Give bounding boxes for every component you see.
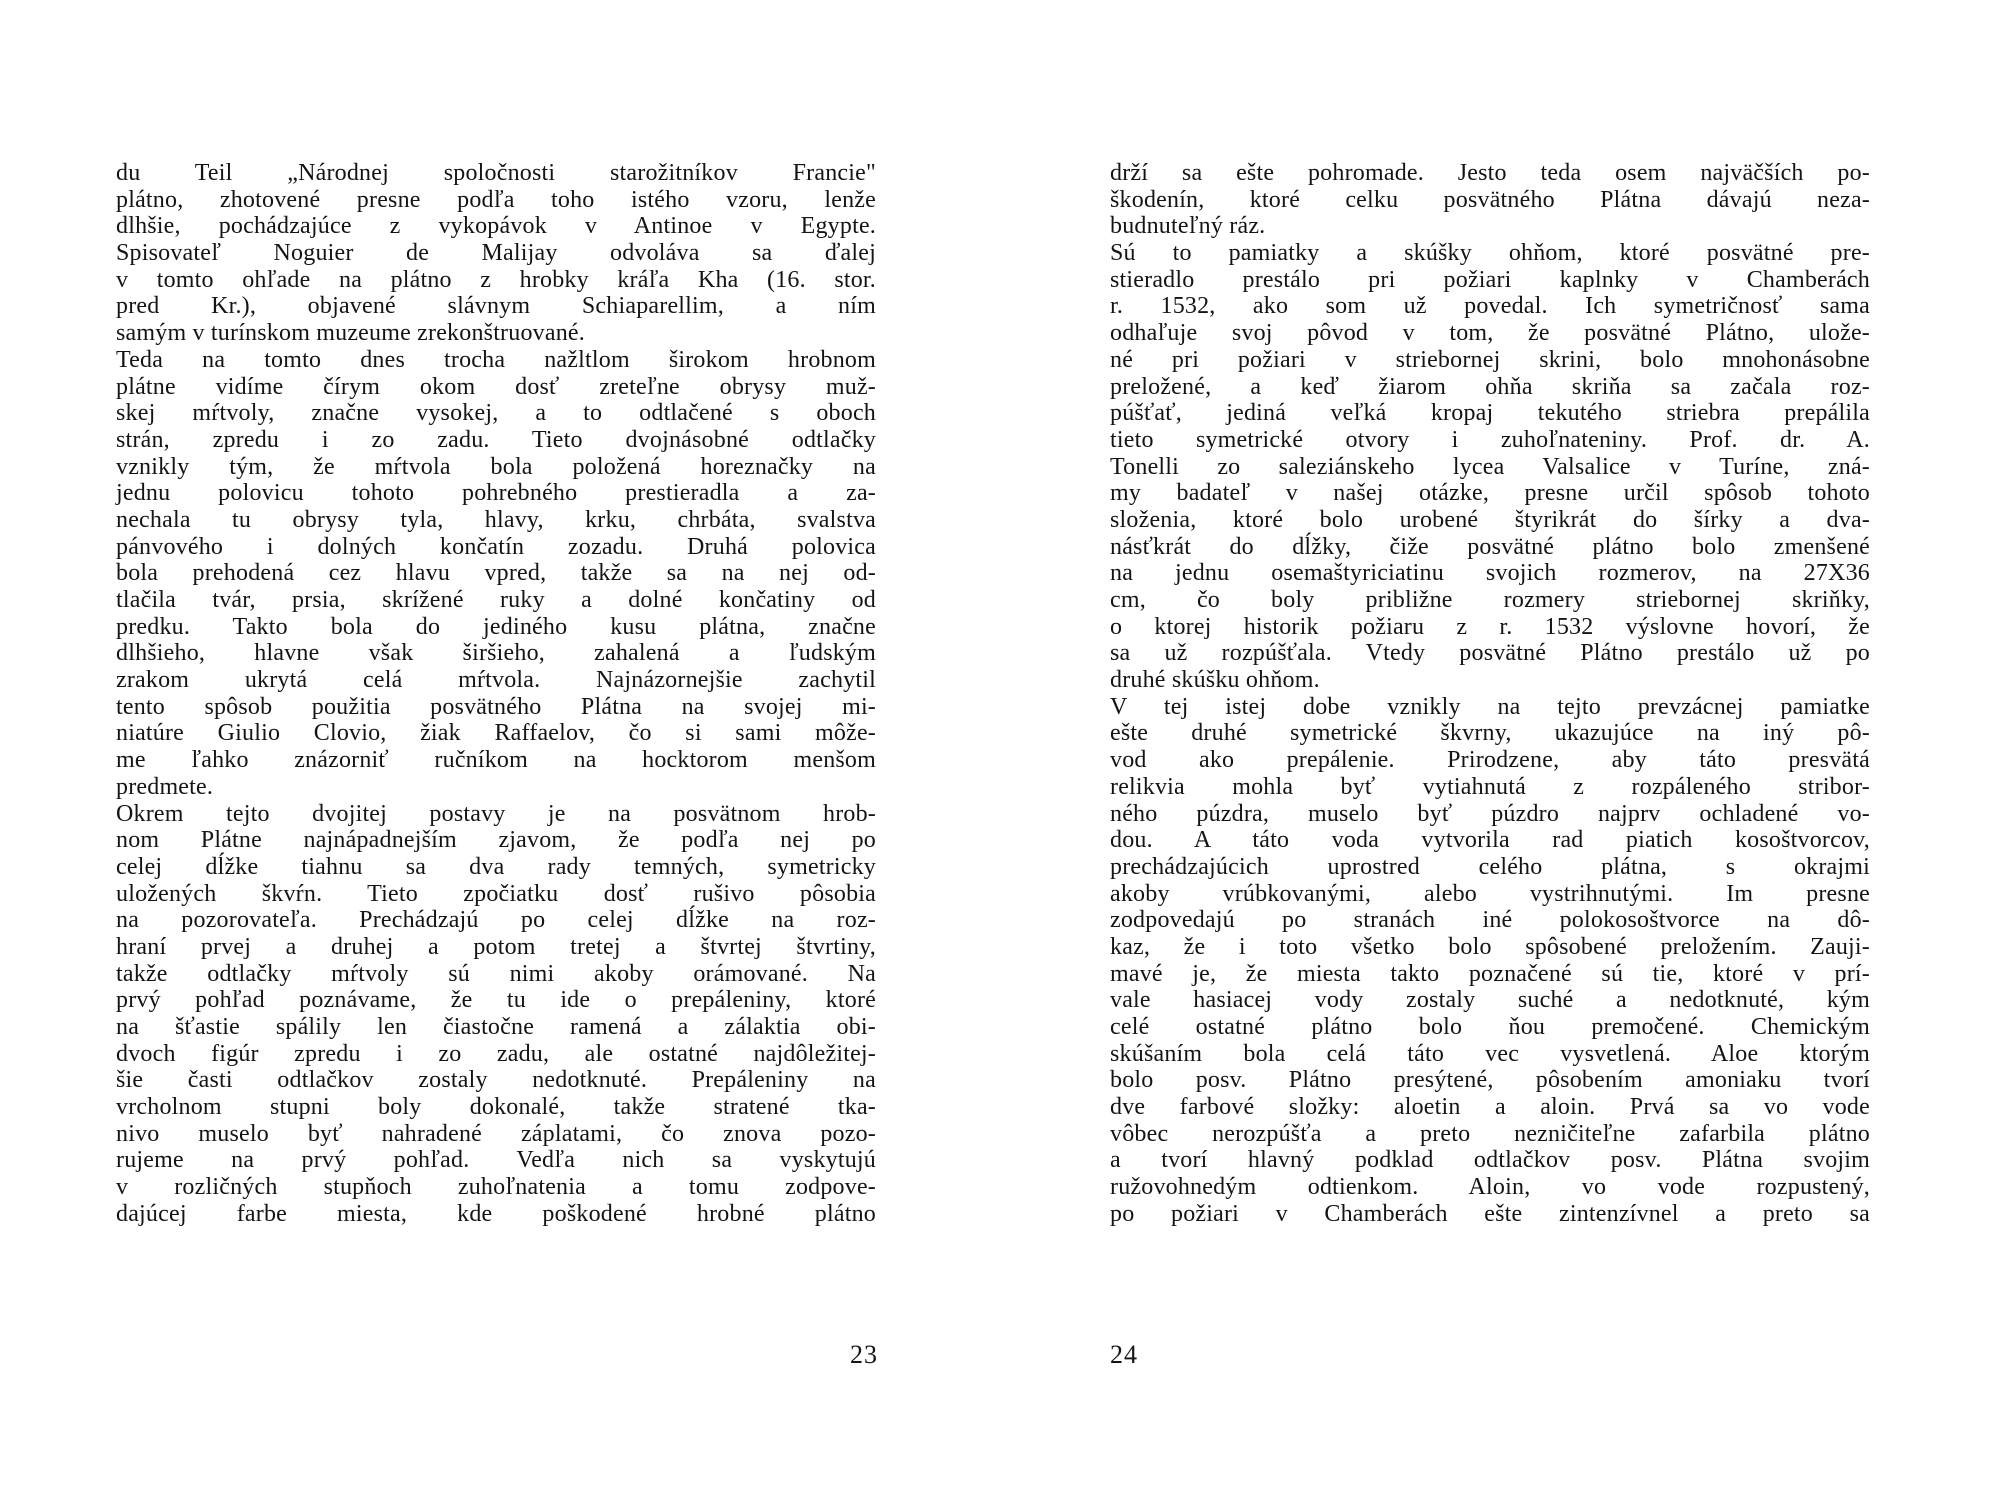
text-line: a tvorí hlavný podklad odtlačkov posv. Plátna svojim (1110, 1147, 1870, 1174)
text-line: hraní prvej a druhej a potom tretej a štvrtej štvrtiny, (116, 933, 876, 960)
text-line: na pozorovateľa. Prechádzajú po celej dĺžke na roz- (116, 907, 876, 934)
text-line: niatúre Giulio Clovio, žiak Raffaelov, čo si sami môže- (116, 720, 876, 747)
text-line: ného púzdra, muselo byť púzdro najprv ochladené vo- (1110, 800, 1870, 827)
text-line: nivo muselo byť nahradené záplatami, čo znova pozo- (116, 1120, 876, 1147)
text-line: my badateľ v našej otázke, presne určil spôsob tohoto (1110, 480, 1870, 507)
text-line: v tomto ohľade na plátno z hrobky kráľa Kha (16. stor. (116, 266, 876, 293)
text-line: vod ako prepálenie. Prirodzene, aby táto presvätá (1110, 747, 1870, 774)
text-line: pánvového i dolných končatín zozadu. Druhá polovica (116, 533, 876, 560)
text-line: samým v turínskom muzeume zrekonštruované. (116, 320, 585, 347)
text-line: drží sa ešte pohromade. Jesto teda osem najväčších po- (1110, 160, 1870, 186)
text-line: takže odtlačky mŕtvoly sú nimi akoby orámované. Na (116, 960, 876, 987)
text-line: tlačila tvár, prsia, skrížené ruky a dolné končatiny od (116, 587, 876, 613)
text-line: nom Plátne najnápadnejším zjavom, že podľa nej po (116, 827, 876, 854)
text-line: plátne vidíme čírym okom dosť zreteľne obrysy muž- (116, 373, 876, 400)
text-line: ružovohnedým odtienkom. Aloin, vo vode rozpustený, (1110, 1174, 1870, 1201)
text-line: me ľahko znázorniť ručníkom na hocktorom menšom (116, 747, 876, 774)
text-line: prvý pohľad poznávame, že tu ide o prepáleniny, ktoré (116, 987, 876, 1014)
text-line: Okrem tejto dvojitej postavy je na posvätnom hrob- (116, 800, 876, 827)
text-line: na šťastie spálily len čiastočne ramená a zálaktia obi- (116, 1014, 876, 1040)
text-line: Spisovateľ Noguier de Malijay odvoláva sa ďalej (116, 240, 876, 267)
text-line: druhé skúšku ohňom. (1110, 667, 1320, 694)
text-line: po požiari v Chamberách ešte zintenzívnel a preto sa (1110, 1200, 1870, 1227)
text-line: zrakom ukrytá celá mŕtvola. Najnázornejšie zachytil (116, 667, 876, 694)
text-line: né pri požiari v striebornej skrini, bolo mnohonásobne (1110, 346, 1870, 373)
text-line: nechala tu obrysy tyla, hlavy, krku, chrbáta, svalstva (116, 506, 876, 533)
text-line: vrcholnom stupni boly dokonalé, takže stratené tka- (116, 1094, 876, 1121)
text-line: skúšaním bola celá táto vec vysvetlená. Aloe ktorým (1110, 1040, 1870, 1067)
text-line: dajúcej farbe miesta, kde poškodené hrobné plátno (116, 1200, 876, 1227)
text-line: škodenín, ktoré celku posvätného Plátna dávajú neza- (1110, 186, 1870, 213)
left-page-number: 23 (850, 1340, 878, 1369)
text-line: rujeme na prvý pohľad. Vedľa nich sa vyskytujú (116, 1147, 876, 1174)
text-line: dlhšieho, hlavne však širšieho, zahalená a ľudským (116, 640, 876, 667)
text-line: r. 1532, ako som už povedal. Ich symetričnosť sama (1110, 293, 1870, 320)
text-line: predku. Takto bola do jediného kusu plátna, značne (116, 613, 876, 640)
text-line: du Teil „Národnej spoločnosti starožitníkov Francie" (116, 160, 876, 186)
text-line: kaz, že i toto všetko bolo spôsobené preložením. Zauji- (1110, 933, 1870, 960)
text-line: na jednu osemaštyriciatinu svojich rozmerov, na 27X36 (1110, 560, 1870, 587)
text-line: preložené, a keď žiarom ohňa skriňa sa začala roz- (1110, 373, 1870, 400)
text-line: ešte druhé symetrické škvrny, ukazujúce na iný pô- (1110, 720, 1870, 747)
text-line: vznikly tým, že mŕtvola bola položená horeznačky na (116, 453, 876, 480)
text-line: bolo posv. Plátno presýtené, pôsobením amoniaku tvorí (1110, 1067, 1870, 1094)
text-line: pred Kr.), objavené slávnym Schiaparellim, a ním (116, 293, 876, 320)
text-line: sa už rozpúšťala. Vtedy posvätné Plátno prestálo už po (1110, 640, 1870, 667)
text-line: šie časti odtlačkov zostaly nedotknuté. Prepáleniny na (116, 1067, 876, 1094)
text-line: púšťať, jediná veľká kropaj tekutého striebra prepálila (1110, 400, 1870, 427)
text-line: prechádzajúcich uprostred celého plátna, s okrajmi (1110, 853, 1870, 880)
text-line: dvoch figúr zpredu i zo zadu, ale ostatné najdôležitej- (116, 1040, 876, 1067)
right-page-number: 24 (1110, 1340, 1138, 1369)
text-line: dou. A táto voda vytvorila rad piatich kosoštvorcov, (1110, 827, 1870, 854)
text-line: skej mŕtvoly, značne vysokej, a to odtlačené s oboch (116, 400, 876, 427)
text-line: násťkrát do dĺžky, čiže posvätné plátno bolo zmenšené (1110, 533, 1870, 560)
text-line: Sú to pamiatky a skúšky ohňom, ktoré posvätné pre- (1110, 240, 1870, 267)
text-line: celé ostatné plátno bolo ňou premočené. Chemickým (1110, 1014, 1870, 1040)
text-line: jednu polovicu tohoto pohrebného prestieradla a za- (116, 480, 876, 507)
text-line: predmete. (116, 773, 214, 800)
text-line: složenia, ktoré bolo urobené štyrikrát do šírky a dva- (1110, 506, 1870, 533)
text-line: odhaľuje svoj pôvod v tom, že posvätné Plátno, ulože- (1110, 320, 1870, 347)
text-line: o ktorej historik požiaru z r. 1532 výslovne hovorí, že (1110, 613, 1870, 640)
text-line: bola prehodená cez hlavu vpred, takže sa na nej od- (116, 560, 876, 587)
text-line: dve farbové složky: aloetin a aloin. Prvá sa vo vode (1110, 1094, 1870, 1121)
text-line: mavé je, že miesta takto poznačené sú tie, ktoré v prí- (1110, 960, 1870, 987)
text-line: zodpovedajú po stranách iné polokosoštvorce na dô- (1110, 907, 1870, 934)
text-line: Tonelli zo saleziánskeho lycea Valsalice v Turíne, zná- (1110, 453, 1870, 480)
text-line: relikvia mohla byť vytiahnutá z rozpáleného stribor- (1110, 773, 1870, 800)
text-line: v rozličných stupňoch zuhoľnatenia a tomu zodpove- (116, 1174, 876, 1201)
text-line: uložených škvŕn. Tieto zpočiatku dosť rušivo pôsobia (116, 880, 876, 907)
text-line: dlhšie, pochádzajúce z vykopávok v Antinoe v Egypte. (116, 213, 876, 240)
text-line: tieto symetrické otvory i zuhoľnateniny. Prof. dr. A. (1110, 426, 1870, 453)
text-line: plátno, zhotovené presne podľa toho istého vzoru, lenže (116, 186, 876, 213)
text-line: budnuteľný ráz. (1110, 213, 1266, 240)
text-line: stieradlo prestálo pri požiari kaplnky v Chamberách (1110, 266, 1870, 293)
right-page-text (1110, 160, 1870, 1228)
text-line: V tej istej dobe vznikly na tejto prevzácnej pamiatke (1110, 693, 1870, 720)
text-line: tento spôsob použitia posvätného Plátna na svojej mi- (116, 693, 876, 720)
text-line: celej dĺžke tiahnu sa dva rady temných, symetricky (116, 853, 876, 880)
text-line: vale hasiacej vody zostaly suché a nedotknuté, kým (1110, 987, 1870, 1014)
text-line: vôbec nerozpúšťa a preto nezničiteľne zafarbila plátno (1110, 1120, 1870, 1147)
text-line: cm, čo boly približne rozmery striebornej skriňky, (1110, 587, 1870, 613)
text-line: strán, zpredu i zo zadu. Tieto dvojnásobné odtlačky (116, 426, 876, 453)
text-line: Teda na tomto dnes trocha nažltlom širokom hrobnom (116, 346, 876, 373)
left-page-text (116, 160, 876, 1228)
text-line: akoby vrúbkovanými, alebo vystrihnutými. Im presne (1110, 880, 1870, 907)
